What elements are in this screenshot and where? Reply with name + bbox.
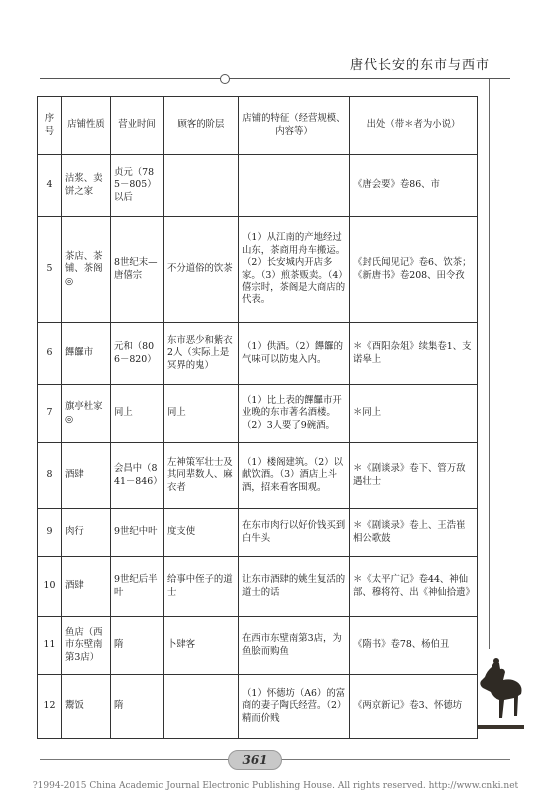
- table-row: [38, 217, 478, 323]
- cell-no: 11: [38, 617, 62, 675]
- cell-type: 鱼店（西市东壁南第3店）: [62, 617, 111, 675]
- cell-no: 7: [38, 385, 62, 443]
- cell-features: 在东市肉行以好价钱买到白牛头: [239, 509, 350, 557]
- cell-type: 鬻饭: [62, 675, 111, 739]
- cell-no: 12: [38, 675, 62, 739]
- table-row: [38, 385, 478, 443]
- col-header-features: 店铺的特征（经营规模、内容等）: [239, 97, 350, 155]
- table-row: [38, 509, 478, 557]
- cell-features: （1）从江南的产地经过山东，茶商用舟车搬运。（2）长安城内开店多家。（3）煎茶贩卖。（4）僖宗时，茶阁是大商店的代表。: [239, 217, 350, 323]
- table-row: [38, 443, 478, 509]
- cell-no: 4: [38, 155, 62, 217]
- cell-type: 酒肆: [62, 443, 111, 509]
- cell-time: 8世纪末—唐僖宗: [111, 217, 164, 323]
- cell-no: 5: [38, 217, 62, 323]
- table-row: [38, 675, 478, 739]
- col-header-source: 出处（带＊者为小说）: [350, 97, 478, 155]
- table-header-row: [38, 97, 478, 155]
- col-header-customers: 顾客的阶层: [164, 97, 239, 155]
- cell-customers: 给事中侄子的道士: [164, 557, 239, 617]
- cell-customers: [164, 155, 239, 217]
- col-header-no: 序号: [38, 97, 62, 155]
- cell-no: 10: [38, 557, 62, 617]
- cell-time: 元和（806－820）: [111, 323, 164, 385]
- cell-source: 《唐会要》卷86、市: [350, 155, 478, 217]
- cell-type: 茶店、茶铺、茶阁◎: [62, 217, 111, 323]
- cell-no: 8: [38, 443, 62, 509]
- cell-features: 让东市酒肆的姚生复活的道士的话: [239, 557, 350, 617]
- cell-customers: [164, 675, 239, 739]
- table-row: [38, 617, 478, 675]
- header-ornament: [220, 74, 230, 84]
- copyright-notice: ?1994-2015 China Academic Journal Electronic Publishing House. All rights reserved. http://www.cnki.net: [32, 781, 519, 791]
- cell-customers: 同上: [164, 385, 239, 443]
- table-row: [38, 557, 478, 617]
- cell-features: [239, 155, 350, 217]
- page-number: 361: [228, 750, 282, 770]
- cell-features: （1）供酒。（2）饆饠的气味可以防鬼入内。: [239, 323, 350, 385]
- cell-source: 《两京新记》卷3、怀德坊: [350, 675, 478, 739]
- cell-source: ＊《剧谈录》卷上、王浩崔相公歌鼓: [350, 509, 478, 557]
- cell-features: 在西市东壁南第3店，为鱼脍而购鱼: [239, 617, 350, 675]
- cell-source: 《封氏闻见记》卷6、饮茶；《新唐书》卷208、田令孜: [350, 217, 478, 323]
- cell-type: 旗亭杜家◎: [62, 385, 111, 443]
- cell-features: （1）怀德坊（A6）的富商的妻子陶氏经营。（2）精而价贱: [239, 675, 350, 739]
- cell-customers: 不分道俗的饮茶: [164, 217, 239, 323]
- cell-source: ＊《太平广记》卷44、神仙部、穆将符、出《神仙拾遗》: [350, 557, 478, 617]
- cell-type: 沽浆、卖饼之家: [62, 155, 111, 217]
- cell-customers: 东市恶少和紫衣2人（实际上是冥界的鬼）: [164, 323, 239, 385]
- cell-source: ＊同上: [350, 385, 478, 443]
- cell-type: 饆饠市: [62, 323, 111, 385]
- cell-source: ＊《酉阳杂俎》续集卷1、支诺皋上: [350, 323, 478, 385]
- cell-no: 9: [38, 509, 62, 557]
- cell-customers: 卜肆客: [164, 617, 239, 675]
- cell-customers: 度支使: [164, 509, 239, 557]
- cell-time: 9世纪中叶: [111, 509, 164, 557]
- cell-customers: 左神策军壮士及其同辈数人、麻衣者: [164, 443, 239, 509]
- cell-time: 9世纪后半叶: [111, 557, 164, 617]
- cell-features: （1）楼阁建筑。（2）以献饮酒。（3）酒店上斗酒，招来看客围观。: [239, 443, 350, 509]
- cell-features: （1）比上表的饆饠市开业晚的东市著名酒楼。（2）3人要了9碗酒。: [239, 385, 350, 443]
- margin-rule: [489, 79, 490, 649]
- cell-type: 肉行: [62, 509, 111, 557]
- cell-time: 同上: [111, 385, 164, 443]
- running-title: 唐代长安的东市与西市: [349, 58, 490, 73]
- cell-no: 6: [38, 323, 62, 385]
- table-row: [38, 155, 478, 217]
- header-rule: [40, 78, 510, 79]
- table-row: [38, 323, 478, 385]
- cell-time: 会昌中（841－846）: [111, 443, 164, 509]
- cell-time: 隋: [111, 675, 164, 739]
- cell-time: 贞元（785－805）以后: [111, 155, 164, 217]
- tang-horse-figurine-illustration: [470, 655, 530, 735]
- cell-time: 隋: [111, 617, 164, 675]
- col-header-time: 营业时间: [111, 97, 164, 155]
- cell-source: ＊《剧谈录》卷下、管万敌遇壮士: [350, 443, 478, 509]
- shop-table: [37, 96, 478, 739]
- col-header-type: 店铺性质: [62, 97, 111, 155]
- cell-source: 《隋书》卷78、杨伯丑: [350, 617, 478, 675]
- cell-type: 酒肆: [62, 557, 111, 617]
